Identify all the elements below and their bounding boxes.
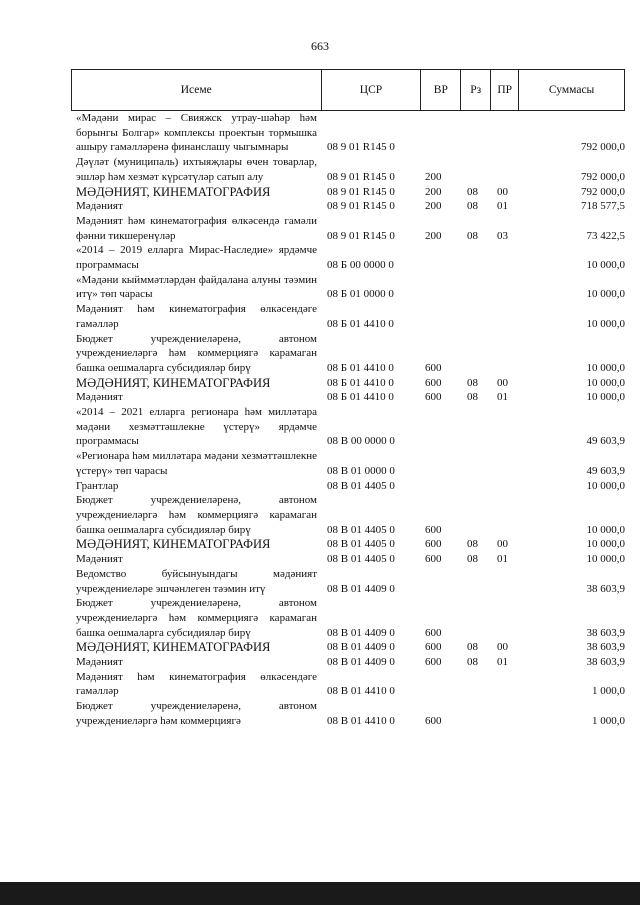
row-pr: 00	[497, 376, 508, 389]
row-sum: 38 603,9	[586, 626, 625, 639]
table-row	[71, 332, 625, 376]
header-pr: ПР	[491, 70, 519, 110]
row-pr: 01	[497, 656, 508, 669]
row-vr: 600	[425, 656, 442, 669]
row-name: Мәдәният һәм кинематография өлкәсендәге гамәлләр	[76, 303, 317, 330]
row-vr: 600	[425, 626, 442, 639]
row-csr: 08 Б 01 4410 0	[327, 376, 394, 389]
table-row	[71, 376, 625, 391]
row-name: Бюджет учреждениеләренә, автоном учреждениеләргә һәм коммерциягә	[76, 700, 317, 727]
row-rz: 08	[467, 553, 478, 566]
row-sum: 49 603,9	[586, 464, 625, 477]
row-csr: 08 Б 00 0000 0	[327, 259, 394, 272]
table-row	[71, 655, 625, 670]
row-name: Бюджет учреждениеләренә, автоном учреждениеләргә һәм коммерциягә карамаган башка оешмаларга субсидияләр бирү	[76, 494, 317, 536]
row-vr: 200	[425, 185, 442, 198]
header-name: Исеме	[72, 70, 322, 110]
row-sum: 1 000,0	[592, 685, 625, 698]
row-vr: 200	[425, 229, 442, 242]
row-vr: 600	[425, 553, 442, 566]
table-row	[71, 537, 625, 552]
row-pr: 00	[497, 641, 508, 654]
row-sum: 10 000,0	[586, 391, 625, 404]
row-name: «Регионара һәм милләтара мәдәни хезмәттәшлекне үстерү» төп чарасы	[76, 450, 317, 477]
table-row	[71, 493, 625, 537]
scan-edge-bar	[0, 882, 640, 905]
row-sum: 10 000,0	[586, 376, 625, 389]
table-row	[71, 640, 625, 655]
row-csr: 08 В 00 0000 0	[327, 435, 395, 448]
row-rz: 08	[467, 200, 478, 213]
table-row	[71, 273, 625, 302]
row-name: МӘДӘНИЯТ, КИНЕМАТОГРАФИЯ	[76, 375, 271, 390]
row-vr: 600	[425, 376, 442, 389]
table-header	[71, 69, 625, 111]
row-name: «2014 – 2019 елларга Мирас-Наследие» ярдәмче программасы	[76, 244, 317, 272]
row-rz: 08	[467, 229, 478, 242]
row-pr: 00	[497, 185, 508, 198]
header-rz: Рз	[461, 70, 491, 110]
table-row	[71, 479, 625, 494]
table-row	[71, 449, 625, 478]
row-csr: 08 9 01 R145 0	[327, 141, 395, 154]
row-name: МӘДӘНИЯТ, КИНЕМАТОГРАФИЯ	[76, 184, 271, 199]
row-sum: 10 000,0	[586, 259, 625, 272]
row-name: «Мәдәни мирас – Свияжск утрау-шәһәр һәм борынгы Болгар» комплексы проектын тормышка ашыру гамәлләренә финанслашу чыгымнары	[76, 112, 317, 154]
row-csr: 08 В 01 4410 0	[327, 714, 395, 727]
row-rz: 08	[467, 391, 478, 404]
row-name: Дәүләт (муниципаль) ихтыяҗлары өчен товарлар, эшләр һәм хезмәт күрсәтүләр сатып алу	[76, 156, 317, 183]
row-sum: 10 000,0	[586, 538, 625, 551]
row-csr: 08 9 01 R145 0	[327, 170, 395, 183]
row-name: Мәдәният һәм кинематография өлкәсендәге гамәлләр	[76, 670, 317, 698]
row-pr: 01	[497, 391, 508, 404]
row-name: Мәдәният	[76, 200, 123, 213]
row-csr: 08 В 01 4405 0	[327, 538, 395, 551]
row-csr: 08 В 01 4405 0	[327, 553, 395, 566]
table-row	[71, 567, 625, 596]
row-pr: 00	[497, 538, 508, 551]
table-row	[71, 214, 625, 243]
table-row	[71, 199, 625, 214]
row-csr: 08 9 01 R145 0	[327, 185, 395, 198]
row-vr: 600	[425, 523, 442, 536]
row-csr: 08 В 01 4409 0	[327, 626, 395, 639]
page-number: 663	[311, 39, 329, 53]
row-csr: 08 9 01 R145 0	[327, 229, 395, 242]
table-body	[71, 111, 625, 729]
row-csr: 08 В 01 4405 0	[327, 523, 395, 536]
table-row	[71, 155, 625, 184]
header-sum: Суммасы	[519, 70, 625, 110]
row-csr: 08 В 01 4405 0	[327, 479, 395, 492]
row-csr: 08 В 01 4409 0	[327, 656, 395, 669]
row-name: МӘДӘНИЯТ, КИНЕМАТОГРАФИЯ	[76, 640, 271, 655]
row-sum: 1 000,0	[592, 714, 625, 727]
table-row	[71, 670, 625, 699]
row-rz: 08	[467, 376, 478, 389]
row-csr: 08 В 01 4409 0	[327, 641, 395, 654]
row-name: Мәдәният	[76, 553, 123, 566]
row-sum: 10 000,0	[586, 479, 625, 492]
row-sum: 10 000,0	[586, 361, 625, 374]
row-name: Ведомство буйсынуындагы мәдәният учреждениеләре эшчәнлеген тәэмин итү	[76, 567, 317, 595]
row-name: Мәдәният	[76, 391, 123, 404]
row-vr: 600	[425, 714, 442, 727]
row-csr: 08 Б 01 4410 0	[327, 317, 394, 330]
table-row	[71, 243, 625, 272]
row-vr: 600	[425, 641, 442, 654]
row-csr: 08 В 01 0000 0	[327, 464, 395, 477]
row-sum: 10 000,0	[586, 523, 625, 536]
row-name: «Мәдәни кыйммәтләрдән файдалана алуны тәэмин итү» төп чарасы	[76, 273, 317, 301]
row-name: Бюджет учреждениеләренә, автоном учреждениеләргә һәм коммерциягә карамаган башка оешмаларга субсидияләр бирү	[76, 332, 317, 374]
row-name: «2014 – 2021 елларга регионара һәм милләтара мәдәни хезмәттәшлекне үстерү» ярдәмче программасы	[76, 406, 317, 448]
table-row	[71, 302, 625, 331]
row-pr: 01	[497, 553, 508, 566]
row-csr: 08 Б 01 4410 0	[327, 391, 394, 404]
table-row	[71, 596, 625, 640]
row-pr: 01	[497, 200, 508, 213]
header-csr: ЦСР	[322, 70, 422, 110]
row-csr: 08 Б 01 0000 0	[327, 288, 394, 301]
row-sum: 10 000,0	[586, 317, 625, 330]
row-sum: 718 577,5	[581, 200, 625, 213]
row-rz: 08	[467, 185, 478, 198]
budget-table	[71, 69, 625, 729]
row-sum: 792 000,0	[581, 141, 625, 154]
table-row	[71, 390, 625, 405]
table-row	[71, 405, 625, 449]
row-csr: 08 В 01 4410 0	[327, 685, 395, 698]
row-name: Мәдәният	[76, 656, 123, 669]
row-sum: 792 000,0	[581, 185, 625, 198]
row-sum: 38 603,9	[586, 641, 625, 654]
row-rz: 08	[467, 538, 478, 551]
row-name: Бюджет учреждениеләренә, автоном учреждениеләргә һәм коммерциягә карамаган башка оешмаларга субсидияләр бирү	[76, 597, 317, 639]
row-rz: 08	[467, 656, 478, 669]
table-row	[71, 699, 625, 728]
row-sum: 10 000,0	[586, 553, 625, 566]
row-vr: 200	[425, 200, 442, 213]
row-rz: 08	[467, 641, 478, 654]
row-vr: 200	[425, 170, 442, 183]
table-row	[71, 552, 625, 567]
header-vr: ВР	[421, 70, 461, 110]
row-name: Грантлар	[76, 479, 119, 492]
row-vr: 600	[425, 391, 442, 404]
row-csr: 08 В 01 4409 0	[327, 582, 395, 595]
row-sum: 38 603,9	[586, 656, 625, 669]
row-csr: 08 9 01 R145 0	[327, 200, 395, 213]
row-sum: 10 000,0	[586, 288, 625, 301]
row-sum: 792 000,0	[581, 170, 625, 183]
row-vr: 600	[425, 538, 442, 551]
row-sum: 38 603,9	[586, 582, 625, 595]
table-row	[71, 111, 625, 155]
row-pr: 03	[497, 229, 508, 242]
row-name: Мәдәният һәм кинематография өлкәсендә гамәли фәнни тикшеренүләр	[76, 214, 317, 242]
row-sum: 73 422,5	[586, 229, 625, 242]
row-vr: 600	[425, 361, 442, 374]
table-row	[71, 185, 625, 200]
row-name: МӘДӘНИЯТ, КИНЕМАТОГРАФИЯ	[76, 537, 271, 552]
row-sum: 49 603,9	[586, 435, 625, 448]
row-csr: 08 Б 01 4410 0	[327, 361, 394, 374]
